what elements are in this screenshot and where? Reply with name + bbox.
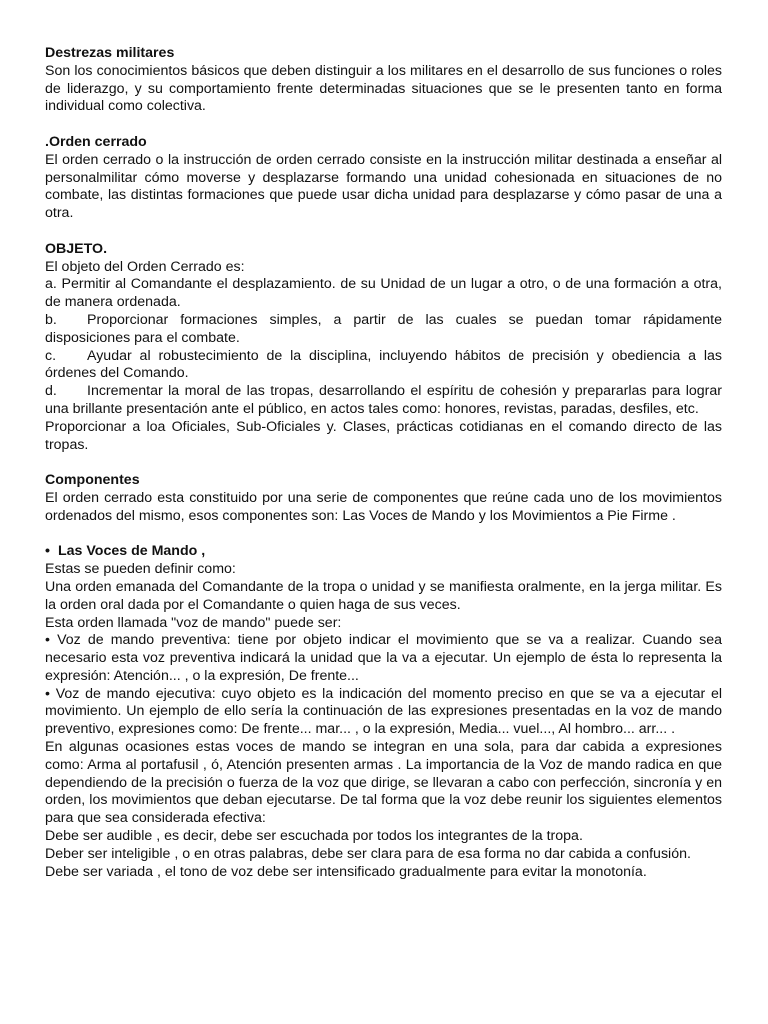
document-page <box>45 45 722 881</box>
paragraph-variada: Debe ser variada , el tono de voz debe ser intensificado gradualmente para evitar la monotonía. <box>45 863 647 880</box>
heading-destrezas: Destrezas militares <box>45 45 175 61</box>
bullet-icon: • <box>45 543 50 560</box>
heading-voces-de-mando <box>45 543 722 561</box>
paragraph-voces-3: Esta orden llamada "voz de mando" puede ser: <box>45 614 342 631</box>
heading-componentes: Componentes <box>45 472 140 489</box>
paragraph-componentes: El orden cerrado esta constituido por una serie de componentes que reúne cada uno de los movimientos ordenados del mismo, esos componentes son: Las Voces de Mando y los Movimientos a Pie Firme . <box>45 489 722 524</box>
list-item-a: a. Permitir al Comandante el desplazamiento. de su Unidad de un lugar a otro, o de una formación a otra, de manera ordenada. <box>45 276 722 311</box>
paragraph-inteligible: Deber ser inteligible , o en otras palabras, debe ser clara para de esa forma no dar cabida a confusión. <box>45 845 691 862</box>
list-item-c-label: c. <box>45 347 57 364</box>
paragraph-objeto-closing: Proporcionar a loa Oficiales, Sub-Oficiales y. Clases, prácticas cotidianas en el comando directo de las tropas. <box>45 418 722 453</box>
paragraph-audible: Debe ser audible , es decir, debe ser escuchada por todos los integrantes de la tropa. <box>45 828 583 845</box>
list-item-d-label: d. <box>45 383 57 400</box>
list-item-b-text: Proporcionar formaciones simples, a partir de las cuales se puedan tomar rápidamente disposiciones para el combate. <box>45 311 722 346</box>
list-item-c <box>45 348 722 384</box>
paragraph-voces-2: Una orden emanada del Comandante de la tropa o unidad y se manifiesta oralmente, en la jerga militar. Es la orden oral dada por el Comandante o quien haga de sus veces. <box>45 578 722 613</box>
paragraph-orden-cerrado: El orden cerrado o la instrucción de orden cerrado consiste en la instrucción militar destinada a enseñar al personalmilitar cómo moverse y desplazarse formando una unidad cohesionada en situaciones de no combate, las distintas formaciones que puede usar dicha unidad para desplazarse y cómo pasar de una a otra. <box>45 151 722 222</box>
heading-voces-text: Las Voces de Mando , <box>58 543 206 560</box>
heading-objeto: OBJETO. <box>45 240 108 257</box>
spacer <box>45 526 722 544</box>
list-item-c-text: Ayudar al robustecimiento de la disciplina, incluyendo hábitos de precisión y obediencia a las órdenes del Comando. <box>45 347 722 382</box>
paragraph-voces-1: Estas se pueden definir como: <box>45 561 236 578</box>
spacer <box>45 116 722 134</box>
list-item-d <box>45 383 722 419</box>
list-item-b <box>45 312 722 348</box>
heading-orden-cerrado: .Orden cerrado <box>45 133 147 150</box>
paragraph-voz-ejecutiva: • Voz de mando ejecutiva: cuyo objeto es la indicación del momento preciso en que se va a ejecutar el movimiento. Un ejemplo de ello sería la continuación de las expresiones presentadas en la voz de mando preventivo, expresiones como: De frente... mar... , o la expresión, Media... vuel..., Al hombro... arr... . <box>45 685 722 738</box>
list-item-b-label: b. <box>45 311 57 328</box>
paragraph-voz-preventiva: • Voz de mando preventiva: tiene por objeto indicar el movimiento que se va a realizar. Cuando sea necesario esta voz preventiva indicará la unidad que la va a ejecutar. Un ejemplo de ésta lo representa la expresión: Atención... , o la expresión, De frente... <box>45 632 722 684</box>
paragraph-destrezas: Son los conocimientos básicos que deben distinguir a los militares en el desarrollo de sus funciones o roles de liderazgo, y su comportamiento frente determinadas situaciones que se le presenten tanto en forma individual como colectiva. <box>45 62 722 115</box>
spacer <box>45 454 722 472</box>
list-item-d-text: Incrementar la moral de las tropas, desarrollando el espíritu de cohesión y prepararlas para lograr una brillante presentación ante el público, en actos tales como: honores, revistas, paradas, desfiles, etc. <box>45 383 722 417</box>
paragraph-voces-integracion: En algunas ocasiones estas voces de mando se integran en una sola, para dar cabida a expresiones como: Arma al portafusil , ó, Atención presenten armas . La importancia de la Voz de mando radica en que dependiendo de la precisión o fuerza de la voz que dirige, se llevaran a cabo con perfección, sincronía y en orden, los movimientos que deban ejecutarse. De tal forma que la voz debe reunir los siguientes elementos para que sea considerada efectiva: <box>45 739 722 827</box>
spacer <box>45 223 722 241</box>
paragraph-objeto-intro: El objeto del Orden Cerrado es: <box>45 258 245 275</box>
